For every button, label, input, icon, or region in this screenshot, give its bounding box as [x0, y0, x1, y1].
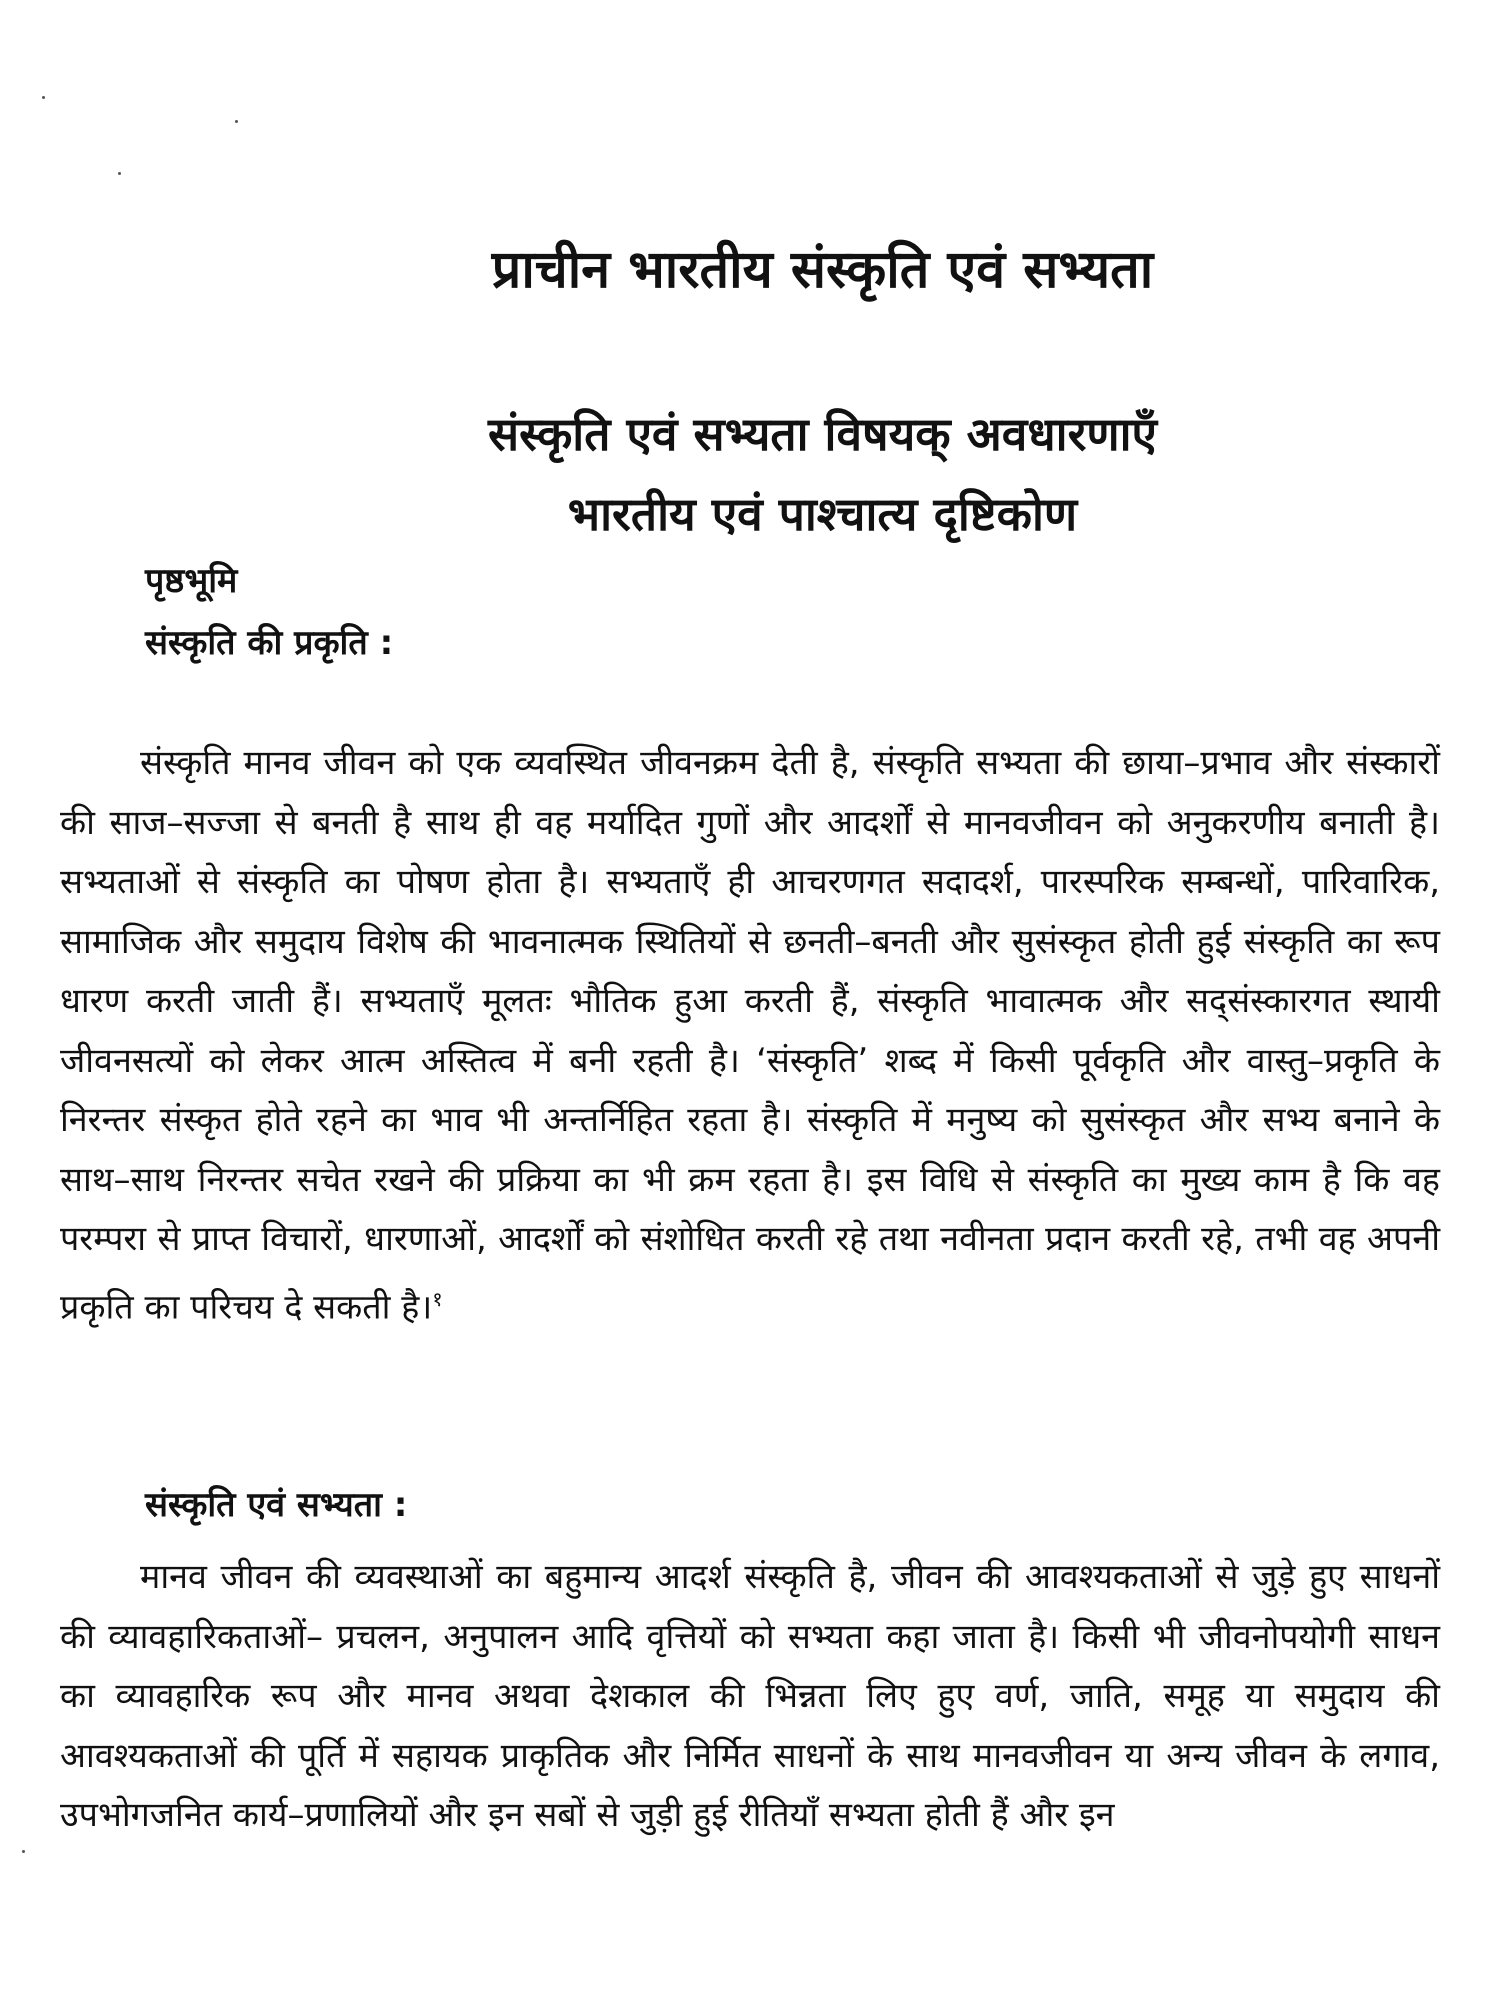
heading-culture-and-civilization: संस्कृति एवं सभ्यता : — [145, 1485, 408, 1525]
paragraph-1-text: संस्कृति मानव जीवन को एक व्यवस्थित जीवनक्रम देती है, संस्कृति सभ्यता की छाया–प्रभाव और संस्कारों की साज–सज्जा से बनती है साथ ही वह मर्यादित गुणों और आदर्शों से मानवजीवन को अनुकरणीय बनाती है। सभ्यताओं से संस्कृति का पोषण होता है। सभ्यताएँ ही आचरणगत सदादर्श, पारस्परिक सम्बन्धों, पारिवारिक, सामाजिक और समुदाय विशेष की भावनात्मक स्थितियों से छनती–बनती और सुसंस्कृत होती हुई संस्कृति का रूप धारण करती जाती हैं। सभ्यताएँ मूलतः भौतिक हुआ करती हैं, संस्कृति भावात्मक और सद्संस्कारगत स्थायी जीवनसत्यों को लेकर आत्म अस्तित्व में बनी रहती है। ‘संस्कृति’ शब्द में किसी पूर्वकृति और वास्तु–प्रकृति के निरन्तर संस्कृत होते रहने का भाव भी अन्तर्निहित रहता है। संस्कृति में मनुष्य को सुसंस्कृत और सभ्य बनाने के साथ–साथ निरन्तर सचेत रखने की प्रक्रिया का भी क्रम रहता है। इस विधि से संस्कृति का मुख्य काम है कि वह परम्परा से प्राप्त विचारों, धारणाओं, आदर्शों को संशोधित करती रहे तथा नवीनता प्रदान करती रहे, तभी वह अपनी प्रकृति का परिचय दे सकती है। — [60, 743, 1440, 1327]
footnote-marker: १ — [432, 1286, 443, 1311]
subtitle-line-2: भारतीय एवं पाश्चात्य दृष्टिकोण — [567, 487, 1078, 541]
scan-speck — [118, 172, 121, 175]
heading-background: पृष्ठभूमि — [145, 561, 238, 601]
paragraph-2-text: मानव जीवन की व्यवस्थाओं का बहुमान्य आदर्श संस्कृति है, जीवन की आवश्यकताओं से जुड़े हुए साधनों की व्यावहारिकताओं– प्रचलन, अनुपालन आदि वृत्तियों को सभ्यता कहा जाता है। किसी भी जीवनोपयोगी साधन का व्यावहारिक रूप और मानव अथवा देशकाल की भिन्नता लिए हुए वर्ण, जाति, समूह या समुदाय की आवश्यकताओं की पूर्ति में सहायक प्राकृतिक और निर्मित साधनों के साथ मानवजीवन या अन्य जीवन के लगाव, उपभोगजनित कार्य–प्रणालियों और इन सबों से जुड़ी हुई रीतियाँ सभ्यता होती हैं और इन — [60, 1557, 1440, 1835]
scan-speck — [235, 120, 238, 123]
paragraph-nature-of-culture — [60, 734, 1440, 1337]
subtitle-line-1: संस्कृति एवं सभ्यता विषयक् अवधारणाएँ — [487, 407, 1157, 461]
scan-speck — [42, 96, 45, 99]
scan-speck — [22, 1850, 25, 1853]
paragraph-culture-and-civilization — [60, 1548, 1440, 1846]
heading-nature-of-culture: संस्कृति की प्रकृति : — [145, 623, 394, 663]
page-title: प्राचीन भारतीय संस्कृति एवं सभ्यता — [491, 240, 1154, 300]
